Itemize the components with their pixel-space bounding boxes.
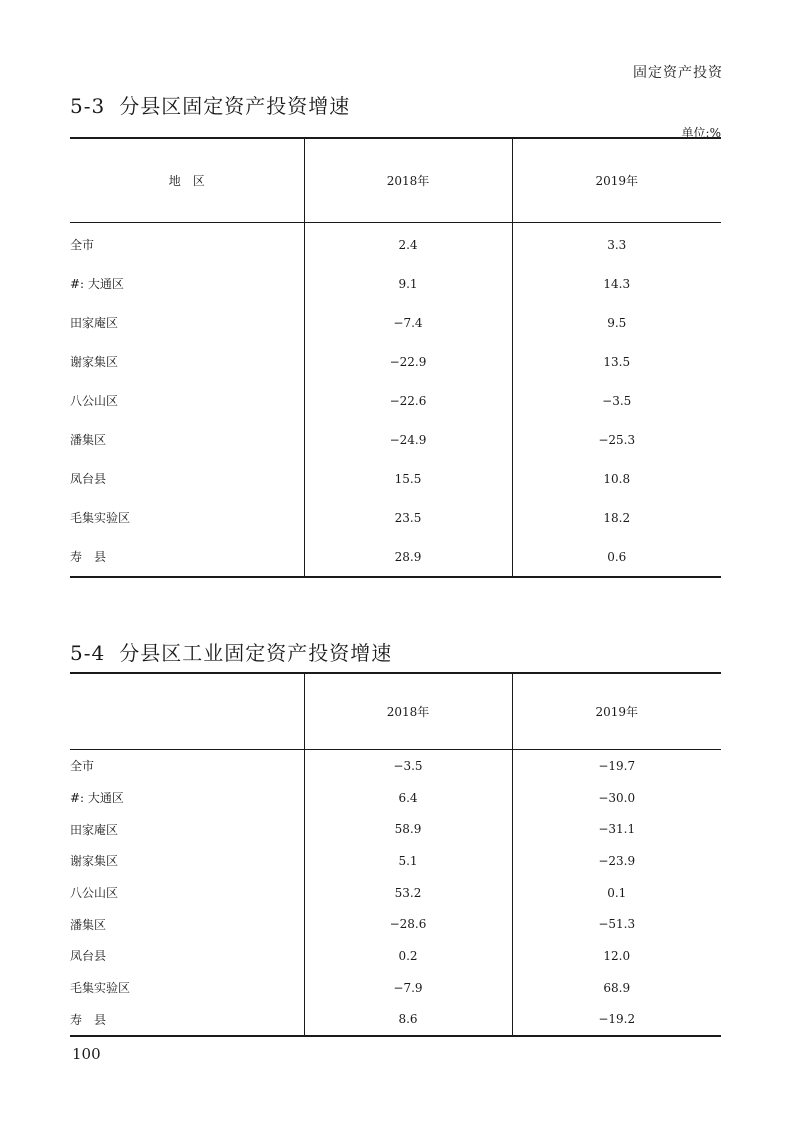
table-row <box>70 264 721 303</box>
region-cell: 田家庵区 <box>70 822 119 837</box>
value-2018-cell: 23.5 <box>304 498 512 537</box>
table-row <box>70 813 721 845</box>
region-cell: 潘集区 <box>70 917 107 932</box>
value-2019-cell: 18.2 <box>512 498 721 537</box>
value-2018-cell: −7.9 <box>304 972 512 1004</box>
value-2019-cell: −51.3 <box>512 908 721 940</box>
table-row <box>70 877 721 909</box>
value-2018-cell: 9.1 <box>304 264 512 303</box>
value-2018-cell: 53.2 <box>304 877 512 909</box>
running-head: 固定资产投资 <box>633 65 723 81</box>
value-2018-cell: −22.6 <box>304 381 512 420</box>
table-5-3-title <box>70 90 350 119</box>
value-2018-cell: 15.5 <box>304 459 512 498</box>
value-2018-cell: 0.2 <box>304 940 512 972</box>
region-cell: 田家庵区 <box>70 316 119 330</box>
column-header-region: 地 区 <box>70 138 304 223</box>
value-2019-cell: −19.7 <box>512 750 721 782</box>
value-2019-cell: −31.1 <box>512 813 721 845</box>
value-2019-cell: 10.8 <box>512 459 721 498</box>
value-2019-cell: 13.5 <box>512 342 721 381</box>
column-header-2018: 2018年 <box>304 673 512 750</box>
value-2019-cell: −30.0 <box>512 782 721 814</box>
value-2019-cell: 68.9 <box>512 972 721 1004</box>
table-row <box>70 342 721 381</box>
table-row <box>70 381 721 420</box>
column-header-2019: 2019年 <box>512 673 721 750</box>
value-2019-cell: 0.1 <box>512 877 721 909</box>
region-cell: 八公山区 <box>70 394 119 408</box>
table-5-4 <box>70 672 721 1037</box>
page-number: 100 <box>72 1045 101 1063</box>
column-header-region <box>70 673 304 750</box>
table-number: 5-4 <box>70 641 106 665</box>
table-row <box>70 459 721 498</box>
region-cell: #: 大通区 <box>70 277 124 291</box>
value-2018-cell: −7.4 <box>304 303 512 342</box>
region-cell: 谢家集区 <box>70 854 119 869</box>
region-cell: 寿 县 <box>70 1004 304 1037</box>
table-row <box>70 972 721 1004</box>
value-2019-cell: 3.3 <box>512 223 721 265</box>
value-2019-cell: 14.3 <box>512 264 721 303</box>
value-2019-cell: −23.9 <box>512 845 721 877</box>
region-cell: #: 大通区 <box>70 791 124 806</box>
table-row <box>70 782 721 814</box>
value-2019-cell: −19.2 <box>512 1004 721 1037</box>
value-2018-cell: −24.9 <box>304 420 512 459</box>
value-2019-cell: 12.0 <box>512 940 721 972</box>
value-2018-cell: −22.9 <box>304 342 512 381</box>
table-row <box>70 845 721 877</box>
table-row <box>70 1004 721 1037</box>
table-row <box>70 940 721 972</box>
unit-note: 单位:% <box>681 126 721 140</box>
table-row <box>70 498 721 537</box>
value-2018-cell: 6.4 <box>304 782 512 814</box>
value-2019-cell: 0.6 <box>512 537 721 577</box>
region-cell: 全市 <box>70 238 95 252</box>
value-2018-cell: 58.9 <box>304 813 512 845</box>
value-2018-cell: −3.5 <box>304 750 512 782</box>
region-cell: 凤台县 <box>70 472 107 486</box>
value-2018-cell: 5.1 <box>304 845 512 877</box>
region-cell: 八公山区 <box>70 886 119 901</box>
table-row <box>70 537 721 577</box>
value-2019-cell: −3.5 <box>512 381 721 420</box>
value-2018-cell: 28.9 <box>304 537 512 577</box>
table-5-4-title <box>70 637 392 666</box>
table-row <box>70 420 721 459</box>
value-2018-cell: 2.4 <box>304 223 512 265</box>
region-cell: 全市 <box>70 759 95 774</box>
table-row <box>70 908 721 940</box>
region-cell: 毛集实验区 <box>70 511 131 525</box>
region-cell: 毛集实验区 <box>70 981 131 996</box>
table-row <box>70 223 721 265</box>
table-title-text: 分县区固定资产投资增速 <box>119 94 351 118</box>
table-title-text: 分县区工业固定资产投资增速 <box>119 641 393 665</box>
table-header-row <box>70 673 721 750</box>
region-cell: 谢家集区 <box>70 355 119 369</box>
table-row <box>70 750 721 782</box>
table-number: 5-3 <box>70 94 106 118</box>
table-row <box>70 303 721 342</box>
value-2018-cell: 8.6 <box>304 1004 512 1037</box>
value-2019-cell: −25.3 <box>512 420 721 459</box>
region-cell: 寿 县 <box>70 537 304 577</box>
column-header-2018: 2018年 <box>304 138 512 223</box>
column-header-2019: 2019年 <box>512 138 721 223</box>
table-5-3 <box>70 137 721 578</box>
region-cell: 凤台县 <box>70 949 107 964</box>
value-2019-cell: 9.5 <box>512 303 721 342</box>
region-cell: 潘集区 <box>70 433 107 447</box>
table-header-row <box>70 138 721 223</box>
value-2018-cell: −28.6 <box>304 908 512 940</box>
